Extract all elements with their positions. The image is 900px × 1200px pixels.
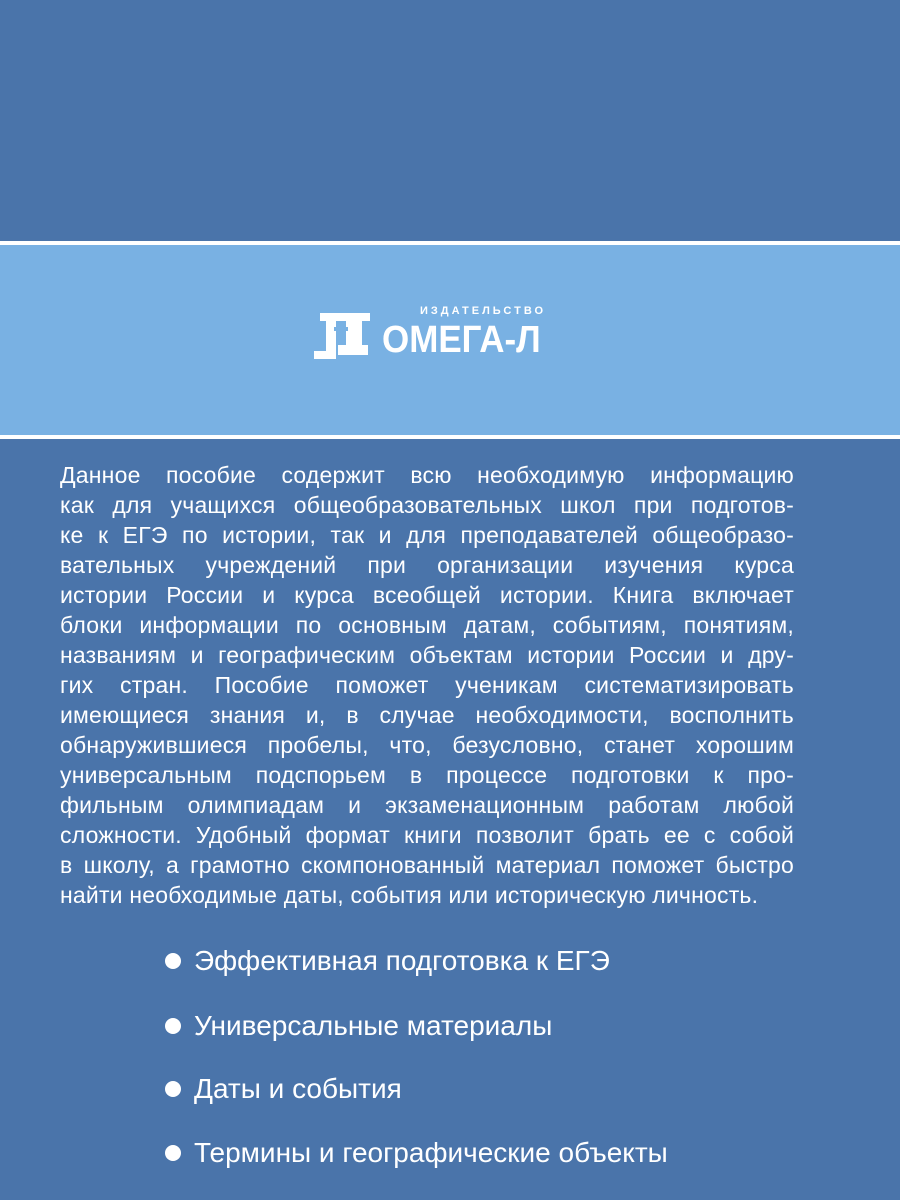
- description-line: обнаружившиеся пробелы, что, безусловно, станет хорошим: [60, 732, 794, 758]
- description-line: блоки информации по основным датам, событиям, понятиям,: [60, 612, 794, 638]
- description-line: истории России и курса всеобщей истории. Книга включает: [60, 582, 794, 608]
- book-description: [60, 460, 794, 910]
- description-line: гих стран. Пособие поможет ученикам систематизировать: [60, 672, 794, 698]
- bullet-icon: [165, 1145, 181, 1161]
- description-line: сложности. Удобный формат книги позволит брать ее с собой: [60, 822, 794, 848]
- description-line: Данное пособие содержит всю необходимую информацию: [60, 462, 794, 488]
- feature-label: Даты и события: [194, 1073, 402, 1104]
- description-line: ке к ЕГЭ по истории, так и для преподавателей общеобразо-: [60, 522, 794, 548]
- feature-label: Эффективная подготовка к ЕГЭ: [194, 945, 610, 976]
- description-line: в школу, а грамотно скомпонованный материал поможет быстро: [60, 852, 794, 878]
- bullet-icon: [165, 1081, 181, 1097]
- publisher-prefix: ИЗДАТЕЛЬСТВО: [420, 305, 547, 317]
- feature-label: Универсальные материалы: [194, 1010, 553, 1041]
- description-line: имеющиеся знания и, в случае необходимости, восполнить: [60, 702, 794, 728]
- publisher-logo-mark-icon: [312, 307, 378, 363]
- description-line: фильным олимпиадам и экзаменационным работам любой: [60, 792, 794, 818]
- bullet-icon: [165, 953, 181, 969]
- top-band: [0, 0, 900, 240]
- feature-item: [165, 941, 610, 981]
- publisher-logo: [312, 305, 562, 365]
- feature-item: [165, 1069, 402, 1109]
- divider-bottom: [0, 435, 900, 439]
- description-line: названиям и географическим объектам истории России и дру-: [60, 642, 794, 668]
- description-line: как для учащихся общеобразовательных школ при подготов-: [60, 492, 794, 518]
- feature-item: [165, 1006, 552, 1046]
- publisher-name: ОМЕГА-Л: [382, 319, 541, 361]
- feature-label: Термины и географические объекты: [194, 1137, 668, 1168]
- description-line: вательных учреждений при организации изучения курса: [60, 552, 794, 578]
- bullet-icon: [165, 1018, 181, 1034]
- description-line: найти необходимые даты, события или историческую личность.: [60, 882, 759, 908]
- description-line: универсальным подспорьем в процессе подготовки к про-: [60, 762, 794, 788]
- feature-item: [165, 1133, 668, 1173]
